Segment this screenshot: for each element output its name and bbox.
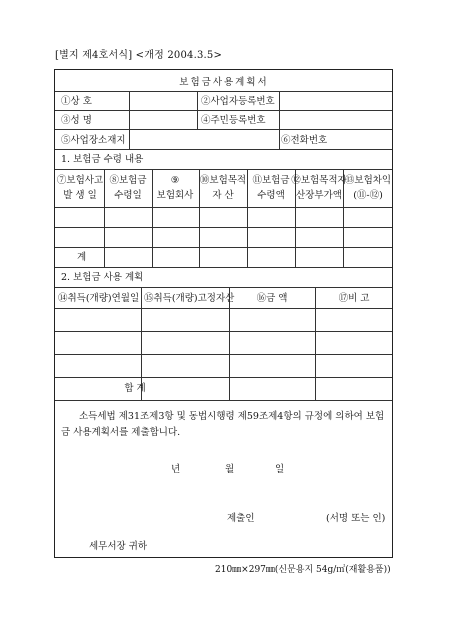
section1-title: 1. 보험금 수령 내용	[61, 154, 144, 165]
form-reference: [별지 제4호서식] <개정 2004.3.5>	[55, 50, 223, 61]
date-month: 월	[225, 464, 235, 475]
phone-label: ⑥전화번호	[281, 135, 328, 146]
biz-reg-no-label: ②사업자등록번호	[201, 96, 275, 107]
location-label: ⑤사업장소재지	[61, 135, 126, 146]
col-accident-date-l1: ⑦보험사고	[56, 175, 104, 186]
col-insurer-l1: ⑨	[170, 175, 180, 186]
col-book-value-l1: ⑫보험목적자	[291, 175, 347, 186]
trade-name-label: ①상 호	[61, 96, 92, 107]
declaration-text: 소득세법 제31조제3항 및 동법시행령 제59조제4항의 규정에 의하여 보험금 사용계획서를 제출합니다.	[61, 411, 385, 438]
col-insured-asset-l2: 자 산	[212, 190, 234, 201]
form-title: 보험금사용계획서	[179, 77, 269, 88]
col-accident-date-l2: 발 생 일	[63, 190, 97, 201]
section2-total-label: 합 계	[124, 383, 146, 394]
col-acq-date: ⑭취득(개량)연월일	[58, 293, 140, 304]
signature-note: (서명 또는 인)	[326, 513, 386, 524]
col-received-amount-l1: ⑪보험금	[252, 175, 290, 186]
addressee: 세무서장 귀하	[89, 541, 148, 552]
date-year: 년	[171, 464, 181, 475]
section1-total-label: 계	[77, 252, 87, 263]
submitter-label: 제출인	[227, 513, 255, 524]
col-receipt-date-l2: 수령일	[114, 190, 142, 201]
insurance-usage-plan-form	[54, 69, 393, 558]
col-insured-asset-l1: ⑩보험목적	[199, 175, 247, 186]
col-remarks: ⑰비 고	[338, 293, 370, 304]
col-fixed-asset: ⑮취득(개량)고정자산	[144, 293, 235, 304]
col-gain-l1: ⑬보험차익	[344, 175, 392, 186]
col-insurer-l2: 보험회사	[156, 190, 194, 201]
col-book-value-l2: 산장부가액	[296, 190, 342, 201]
col-receipt-date-l1: ⑧보험금	[109, 175, 147, 186]
col-amount: ⑯금 액	[256, 293, 288, 304]
paper-spec: 210㎜×297㎜(신문용지 54g/㎡(재활용품))	[215, 565, 391, 575]
name-label: ③성 명	[61, 115, 92, 126]
resident-no-label: ④주민등록번호	[201, 115, 266, 126]
col-gain-l2: (⑪-⑫)	[353, 190, 383, 201]
col-received-amount-l2: 수령액	[257, 190, 285, 201]
section2-title: 2. 보험금 사용 계획	[61, 272, 144, 283]
date-day: 일	[275, 464, 285, 475]
